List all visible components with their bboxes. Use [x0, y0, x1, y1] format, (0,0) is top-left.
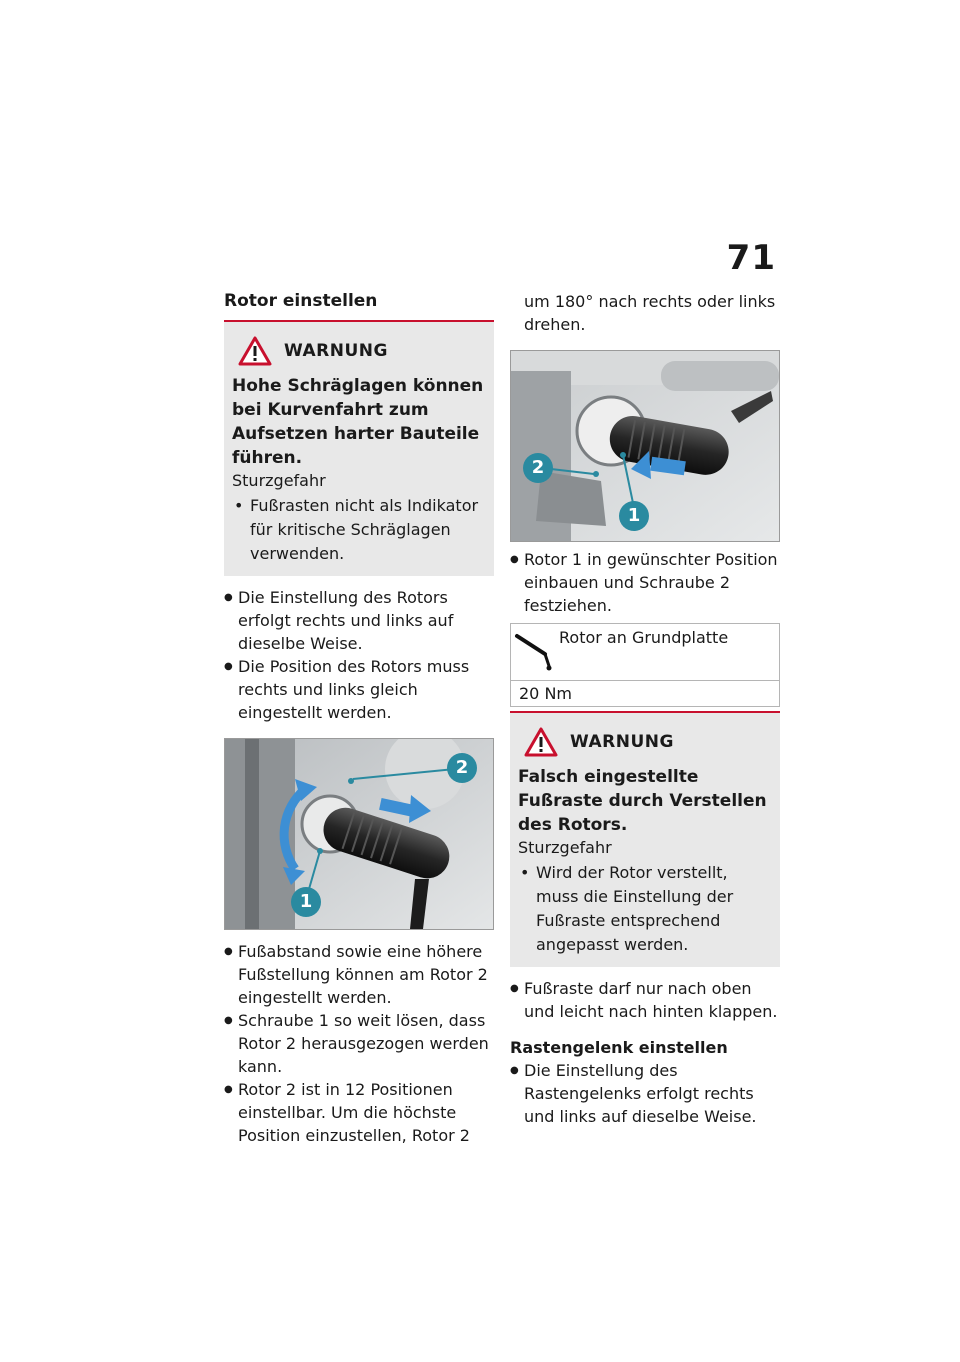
- torque-table: [510, 623, 780, 707]
- warning-label: WARNUNG: [570, 732, 674, 752]
- figure-rotor-adjust: [224, 738, 494, 930]
- torque-wrench-icon: [511, 624, 557, 674]
- warning-item: • Fußrasten nicht als Indikator für kritische Schräglagen verwenden.: [232, 494, 484, 566]
- bullet-item: ● Die Position des Rotors muss rechts und links gleich eingestellt werden.: [224, 655, 494, 724]
- bullet-item: ● Fußraste darf nur nach oben und leicht nach hinten klappen.: [510, 977, 780, 1023]
- bullet-item: ● Rotor 1 in gewünschter Position einbauen und Schraube 2 festziehen.: [510, 548, 780, 617]
- bullet-item: ● Schraube 1 so weit lösen, dass Rotor 2 herausgezogen werden kann.: [224, 1009, 494, 1078]
- warning-subtitle: Sturzgefahr: [232, 471, 326, 490]
- section-title-rotor: Rotor einstellen: [224, 290, 494, 322]
- bullet-item: ● Die Einstellung des Rastengelenks erfolgt rechts und links auf dieselbe Weise.: [510, 1059, 780, 1128]
- figure-rotor-install: [510, 350, 780, 542]
- warning-box-2: [510, 711, 780, 967]
- left-column: [224, 290, 494, 1147]
- warning-title: Falsch eingestellte Fußraste durch Verstellen des Rotors.: [518, 767, 767, 835]
- callout-2: 2: [523, 453, 553, 483]
- warning-subtitle: Sturzgefahr: [518, 838, 612, 857]
- bullet-item: ● Fußabstand sowie eine höhere Fußstellung können am Rotor 2 eingestellt werden.: [224, 940, 494, 1009]
- warning-triangle-icon: [238, 336, 272, 366]
- bullet-item: ● Die Einstellung des Rotors erfolgt rechts und links auf dieselbe Weise.: [224, 586, 494, 655]
- bullet-item: ● Rotor 2 ist in 12 Positionen einstellbar. Um die höchste Position einzustellen, Rotor 2: [224, 1078, 494, 1147]
- callout-1: 1: [291, 887, 321, 917]
- callout-2: 2: [447, 753, 477, 783]
- torque-value: 20 Nm: [519, 684, 572, 703]
- torque-label: Rotor an Grundplatte: [559, 628, 729, 647]
- warning-label: WARNUNG: [284, 341, 388, 361]
- page-number: 71: [726, 238, 776, 278]
- right-column: [510, 290, 780, 1128]
- warning-triangle-icon: [524, 727, 558, 757]
- warning-box-1: [224, 322, 494, 576]
- warning-item: • Wird der Rotor verstellt, muss die Einstellung der Fußraste entsprechend angepasst werden.: [518, 861, 770, 957]
- bullet-continuation: um 180° nach rechts oder links drehen.: [524, 292, 776, 334]
- section-title-joint: Rastengelenk einstellen: [510, 1038, 728, 1057]
- callout-1: 1: [619, 501, 649, 531]
- warning-title: Hohe Schräglagen können bei Kurvenfahrt zum Aufsetzen harter Bauteile führen.: [232, 376, 484, 468]
